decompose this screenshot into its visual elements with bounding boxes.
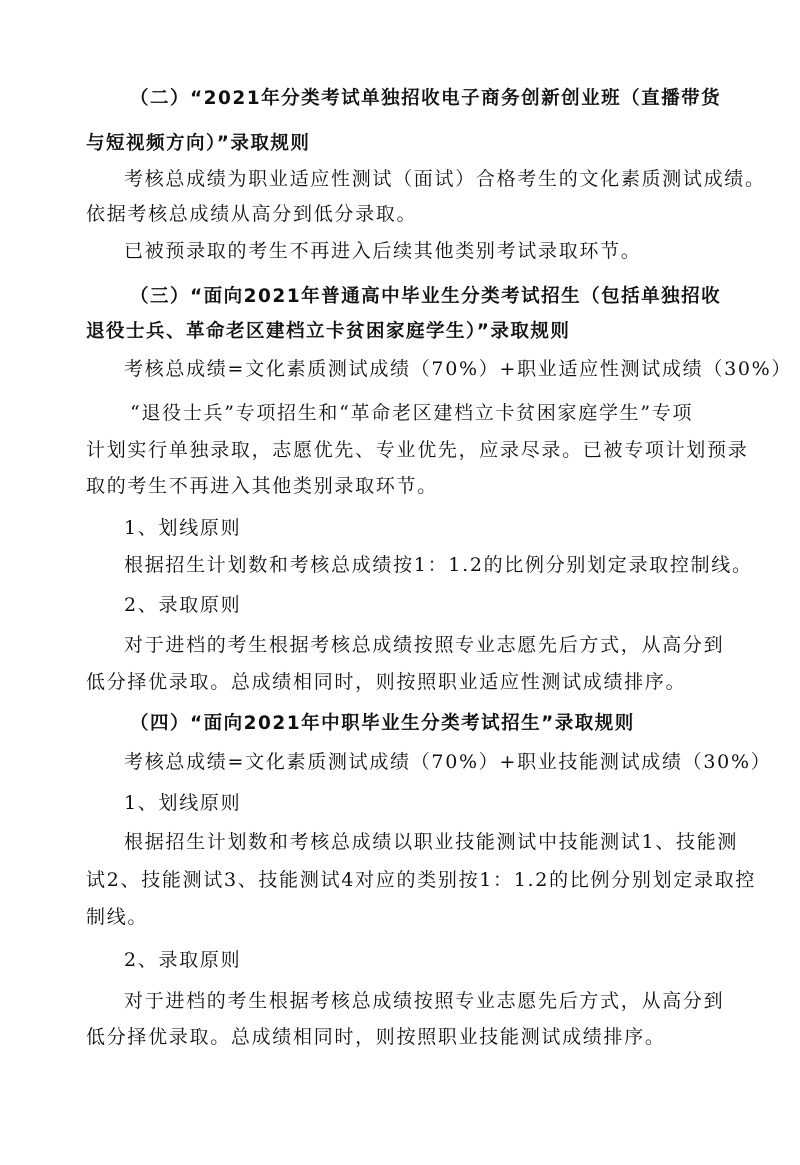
paragraph-line: 对于进档的考生根据考核总成绩按照专业志愿先后方式，从高分到	[124, 990, 725, 1012]
paragraph-line: 取的考生不再进入其他类别录取环节。	[86, 475, 438, 497]
formula-line: 考核总成绩=文化素质测试成绩（70%）+职业适应性测试成绩（30%）	[124, 358, 793, 380]
paragraph-line: 考核总成绩为职业适应性测试（面试）合格考生的文化素质测试成绩。	[124, 168, 766, 190]
paragraph-line: 对于进档的考生根据考核总成绩按照专业志愿先后方式，从高分到	[124, 634, 725, 656]
section-3-heading-line-2: 退役士兵、革命老区建档立卡贫困家庭学生）”录取规则	[86, 321, 571, 342]
section-2-heading-line-2: 与短视频方向）”录取规则	[86, 133, 311, 154]
formula-line: 考核总成绩=文化素质测试成绩（70%）+职业技能测试成绩（30%）	[124, 751, 772, 773]
paragraph-line: 计划实行单独录取，志愿优先、专业优先，应录尽录。已被专项计划预录	[86, 439, 749, 461]
section-3-heading-line-1: （三）“面向2021年普通高中毕业生分类考试招生（包括单独招收	[130, 286, 722, 307]
subheading-line: 1、划线原则	[124, 517, 242, 539]
section-4-heading: （四）“面向2021年中职毕业生分类考试招生”录取规则	[130, 713, 635, 734]
paragraph-line: 低分择优录取。总成绩相同时，则按照职业技能测试成绩排序。	[86, 1026, 666, 1048]
subheading-line: 2、录取原则	[124, 949, 242, 971]
section-2-heading-line-1: （二）“2021年分类考试单独招收电子商务创新创业班（直播带货	[130, 88, 722, 109]
subheading-line: 1、划线原则	[124, 792, 242, 814]
paragraph-line: 依据考核总成绩从高分到低分录取。	[86, 203, 418, 225]
paragraph-line: 低分择优录取。总成绩相同时，则按照职业适应性测试成绩排序。	[86, 671, 687, 693]
paragraph-line: 制线。	[86, 906, 149, 928]
paragraph-line: 根据招生计划数和考核总成绩按1：1.2的比例分别划定录取控制线。	[124, 554, 753, 576]
paragraph-line: 已被预录取的考生不再进入后续其他类别考试录取环节。	[124, 240, 642, 262]
paragraph-line: 根据招生计划数和考核总成绩以职业技能测试中技能测试1、技能测	[124, 831, 739, 853]
subheading-line: 2、录取原则	[124, 594, 242, 616]
paragraph-line: 试2、技能测试3、技能测试4对应的类别按1：1.2的比例分别划定录取控	[86, 869, 757, 891]
paragraph-line: “退役士兵”专项招生和“革命老区建档立卡贫困家庭学生”专项	[130, 402, 694, 424]
